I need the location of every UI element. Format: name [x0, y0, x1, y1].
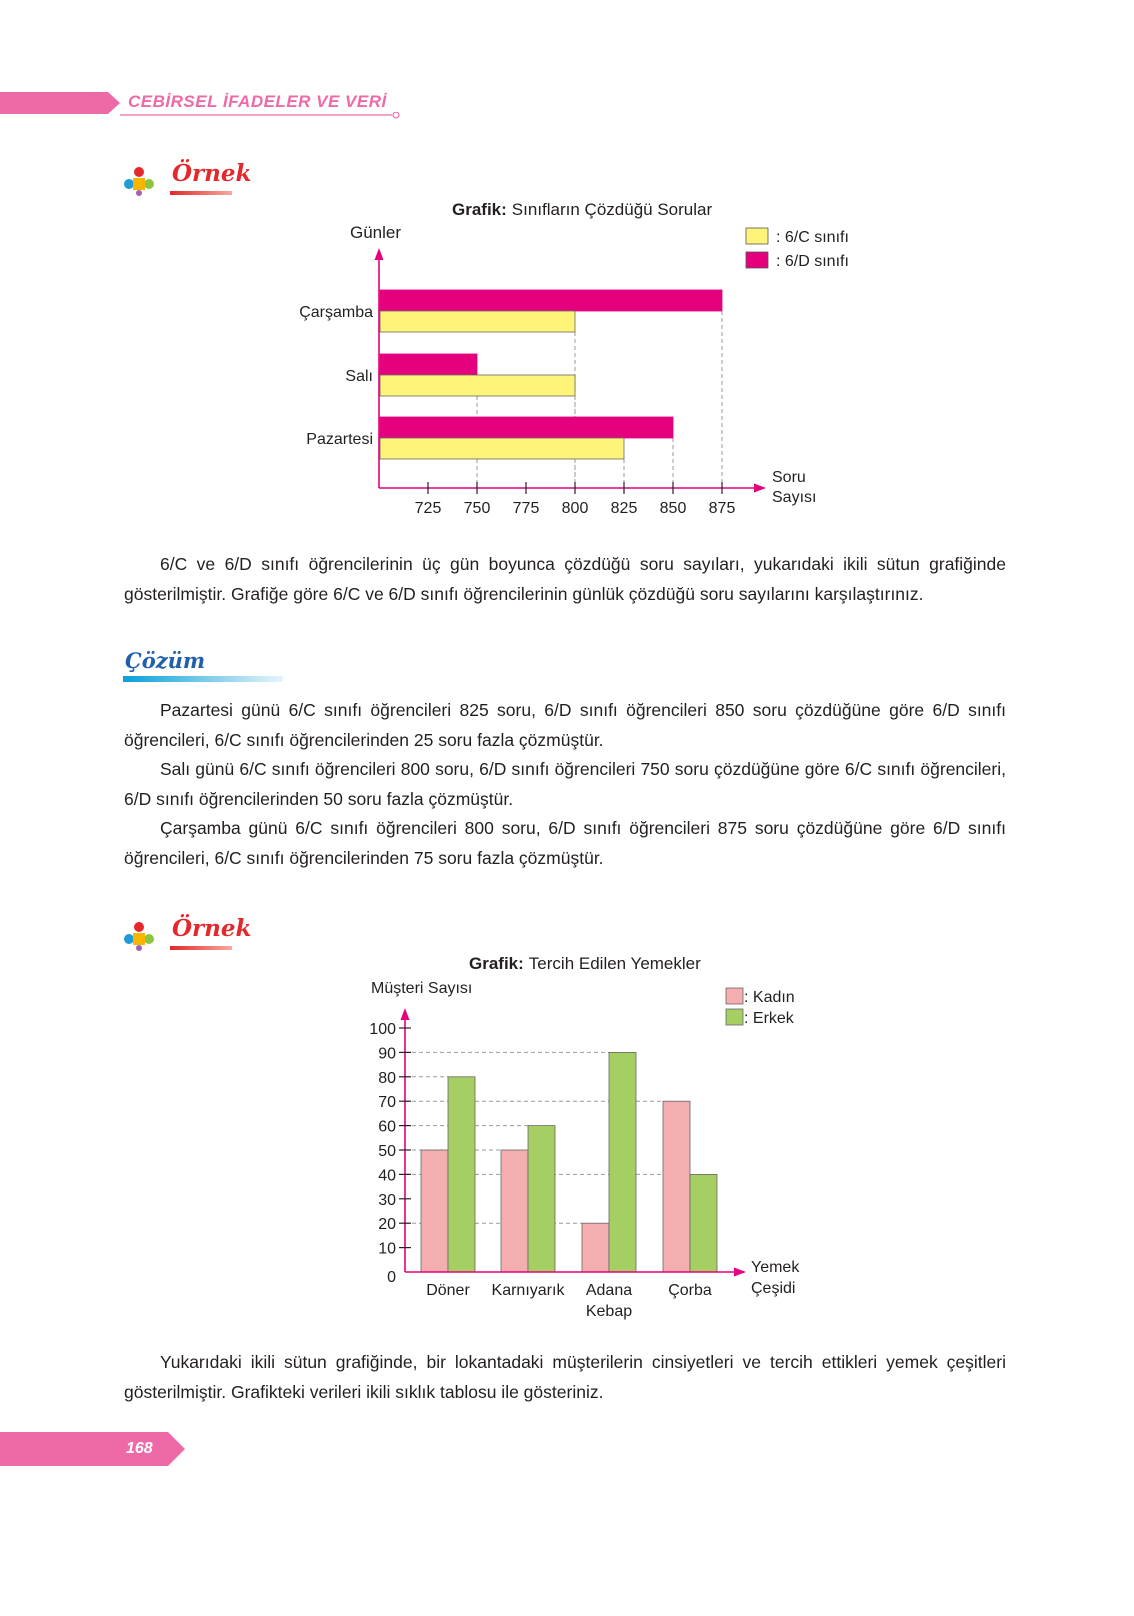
chart-1-category-label: Salı — [345, 368, 373, 385]
chart-2-y-tick-label: 40 — [378, 1167, 396, 1185]
chart-1-x-tick-label: 750 — [463, 500, 491, 517]
chart-2-y-tick-label: 20 — [378, 1216, 396, 1234]
example-1-label: Örnek — [172, 160, 252, 187]
chart-1-x-axis-arrow — [754, 484, 766, 493]
chart-1-x-tick-label: 875 — [708, 500, 736, 517]
chart-2-y-tick-label: 30 — [378, 1191, 396, 1209]
example-2-question: Yukarıdaki ikili sütun grafiğinde, bir lokantadaki müşterilerin cinsiyetleri ve tercih ettikleri yemek çeşitleri gösterilmiştir. Grafikteki verileri ikili sıklık tablosu ile gösteriniz. — [124, 1352, 1006, 1402]
solution-paragraph: Pazartesi günü 6/C sınıfı öğrencileri 825 soru, 6/D sınıfı öğrencileri 850 soru çözdüğüne göre 6/D sınıfı öğrencileri, 6/C sınıfı öğrencilerinden 25 soru fazla çözmüştür. — [124, 700, 1006, 750]
chart-1-bar — [380, 417, 673, 438]
chart-2-title — [469, 954, 701, 973]
section-title: CEBİRSEL İFADELER VE VERİ — [128, 92, 387, 111]
page-number-tab — [0, 1432, 185, 1466]
chart-1-y-axis-arrow — [375, 248, 384, 260]
chart-2-x-label-line1: Yemek — [751, 1259, 800, 1276]
chart-2-legend-swatch — [726, 988, 743, 1004]
chart-2-category-label: Karnıyarık — [491, 1282, 565, 1299]
chart-2-category-label: Döner — [426, 1282, 470, 1299]
chart-1-y-label: Günler — [350, 223, 402, 242]
chart-2-bar — [690, 1174, 717, 1272]
chart-2-y-tick-label: 70 — [378, 1094, 396, 1112]
chart-2-title-bold: Grafik: — [469, 954, 524, 973]
chart-2 — [0, 945, 1134, 1325]
header-band — [0, 92, 120, 114]
solution-label: Çözüm — [125, 648, 206, 673]
chart-1-x-tick-label: 725 — [414, 500, 442, 517]
header-underline — [120, 112, 402, 120]
chart-1-category-label: Çarşamba — [299, 304, 373, 321]
chart-1-legend-label: : 6/C sınıfı — [776, 229, 849, 246]
chart-2-category-label: Kebap — [585, 1303, 633, 1320]
chart-2-bar — [448, 1077, 475, 1272]
chart-2-x-label-line2: Çeşidi — [751, 1280, 796, 1297]
chart-2-bar — [501, 1150, 528, 1272]
chart-1-legend-swatch — [746, 228, 768, 244]
chart-2-bar — [528, 1126, 555, 1272]
chart-1-x-tick-label: 775 — [512, 500, 540, 517]
chart-2-y-tick-label: 90 — [378, 1045, 396, 1063]
chart-2-legend-swatch — [726, 1009, 743, 1025]
chart-1-bar — [380, 438, 624, 459]
chart-2-y-axis-arrow — [401, 1008, 410, 1020]
solution-underline — [123, 676, 283, 682]
chart-2-title-text: Tercih Edilen Yemekler — [528, 954, 701, 973]
chart-1-title-bold: Grafik: — [452, 200, 507, 219]
chart-2-legend-label: : Erkek — [744, 1010, 794, 1027]
chart-1-legend-swatch — [746, 252, 768, 268]
chart-1-x-tick-label: 800 — [561, 500, 589, 517]
chart-1-category-label: Pazartesi — [306, 431, 373, 448]
chart-2-y-label: Müşteri Sayısı — [371, 980, 473, 997]
solution-paragraph: Salı günü 6/C sınıfı öğrencileri 800 soru, 6/D sınıfı öğrencileri 750 soru çözdüğüne göre 6/C sınıfı öğrencileri, 6/D sınıfı öğrencilerinden 50 soru fazla çözmüştür. — [124, 759, 1006, 809]
chart-2-bar — [582, 1223, 609, 1272]
chart-2-y-tick-label: 50 — [378, 1143, 396, 1160]
chart-2-y-tick-label: 0 — [387, 1269, 396, 1286]
chart-2-y-tick-label: 10 — [378, 1240, 396, 1258]
chart-1-legend-label: : 6/D sınıfı — [776, 253, 849, 270]
chart-1-x-tick-label: 850 — [659, 500, 687, 517]
chart-2-category-label: Adana — [585, 1282, 633, 1299]
chart-2-y-tick-label: 80 — [378, 1069, 396, 1087]
chart-1-x-label-line2: Sayısı — [772, 489, 817, 506]
chart-2-bar — [663, 1101, 690, 1272]
chart-2-bar — [609, 1052, 636, 1272]
chart-1-x-tick-label: 825 — [610, 500, 638, 517]
chart-1-title-text: Sınıfların Çözdüğü Sorular — [511, 200, 713, 219]
chart-1-bar — [380, 290, 722, 311]
solution-paragraph: Çarşamba günü 6/C sınıfı öğrencileri 800 soru, 6/D sınıfı öğrencileri 875 soru çözdüğüne göre 6/D sınıfı öğrencileri, 6/C sınıfı öğrencilerinden 75 soru fazla çözmüştür. — [124, 818, 1006, 868]
chart-2-x-axis-arrow — [734, 1268, 746, 1277]
chart-2-legend-label: : Kadın — [744, 989, 795, 1006]
example-1-question: 6/C ve 6/D sınıfı öğrencilerinin üç gün boyunca çözdüğü soru sayıları, yukarıdaki ikili sütun grafiğinde gösterilmiştir. Grafiğe göre 6/C ve 6/D sınıfı öğrencilerinin günlük çözdüğü soru sayılarını karşılaştırınız. — [124, 554, 1006, 604]
page-number: 168 — [126, 1440, 153, 1457]
chart-2-bar — [421, 1150, 448, 1272]
chart-1-bar — [380, 354, 477, 375]
chart-1-bar — [380, 311, 575, 332]
chart-1-x-label-line1: Soru — [772, 469, 806, 486]
chart-2-y-tick-label: 100 — [369, 1021, 396, 1038]
chart-2-y-tick-label: 60 — [378, 1118, 396, 1136]
chart-1-title — [452, 200, 712, 219]
chart-1 — [0, 190, 1134, 530]
chart-2-category-label: Çorba — [668, 1282, 712, 1299]
example-2-label: Örnek — [172, 915, 252, 942]
chart-1-bar — [380, 375, 575, 396]
